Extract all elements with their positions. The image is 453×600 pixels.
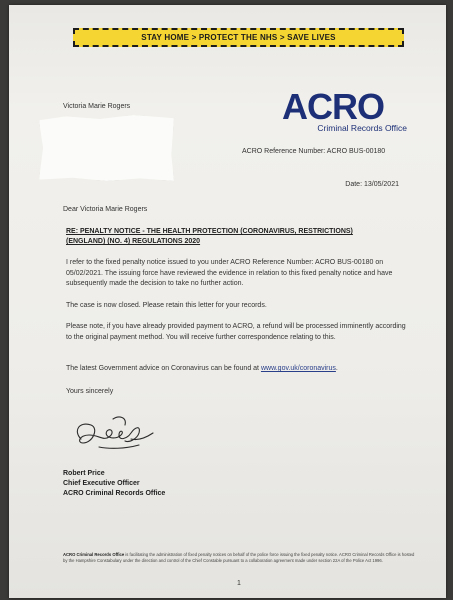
footer-text: is facilitating the administration of fixed penalty notices on behalf of the police force issuing the fixed penalty notice. ACRO Criminal Records Office is hosted by the Hampshire Constabulary under the direction and control of the Chief Constable pursuant to a collaboration agreement made under section 22A of the Police Act 1996. <box>63 552 415 563</box>
signatory-org: ACRO Criminal Records Office <box>63 490 166 497</box>
footer-note <box>63 552 415 564</box>
body-paragraph-4 <box>66 364 406 375</box>
gov-uk-link[interactable]: www.gov.uk/coronavirus <box>260 365 336 372</box>
acro-logo <box>282 86 407 133</box>
body-paragraph-3: Please note, if you have already provided payment to ACRO, a refund will be processed imminently according to the original payment method. You will receive further correspondence relating to this. <box>66 323 406 341</box>
recipient-name: Victoria Marie Rogers <box>63 103 131 110</box>
redacted-address <box>39 115 174 181</box>
reference-number: ACRO Reference Number: ACRO BUS-00180 <box>242 148 386 155</box>
letter-page <box>9 5 446 598</box>
letter-date: Date: 13/05/2021 <box>345 181 399 188</box>
stay-home-banner: STAY HOME > PROTECT THE NHS > SAVE LIVES <box>73 28 404 47</box>
page-number: 1 <box>237 580 241 587</box>
body-paragraph-2: The case is now closed. Please retain this letter for your records. <box>66 302 267 309</box>
body-paragraph-1: I refer to the fixed penalty notice issued to you under ACRO Reference Number: ACRO BUS-00180 on 05/02/2021. The issuing force have reviewed the evidence in relation to this fixed penalty notice and have subsequently made the decision to take no further action. <box>66 259 393 287</box>
signatory-title: Chief Executive Officer <box>63 480 140 487</box>
logo-wordmark: ACRO <box>282 86 384 127</box>
signatory-name: Robert Price <box>63 470 105 477</box>
handwritten-signature <box>69 409 159 457</box>
footer-org: ACRO Criminal Records Office <box>63 552 125 557</box>
closing: Yours sincerely <box>66 388 114 395</box>
advice-period: . <box>335 365 338 372</box>
logo-subtitle: Criminal Records Office <box>317 123 407 133</box>
advice-text: The latest Government advice on Coronavirus can be found at <box>66 365 261 372</box>
subject-line: RE: PENALTY NOTICE - THE HEALTH PROTECTION (CORONAVIRUS, RESTRICTIONS) (ENGLAND) (NO. 4) REGULATIONS 2020 <box>66 228 353 245</box>
signature-block <box>63 469 165 499</box>
salutation: Dear Victoria Marie Rogers <box>63 206 148 213</box>
